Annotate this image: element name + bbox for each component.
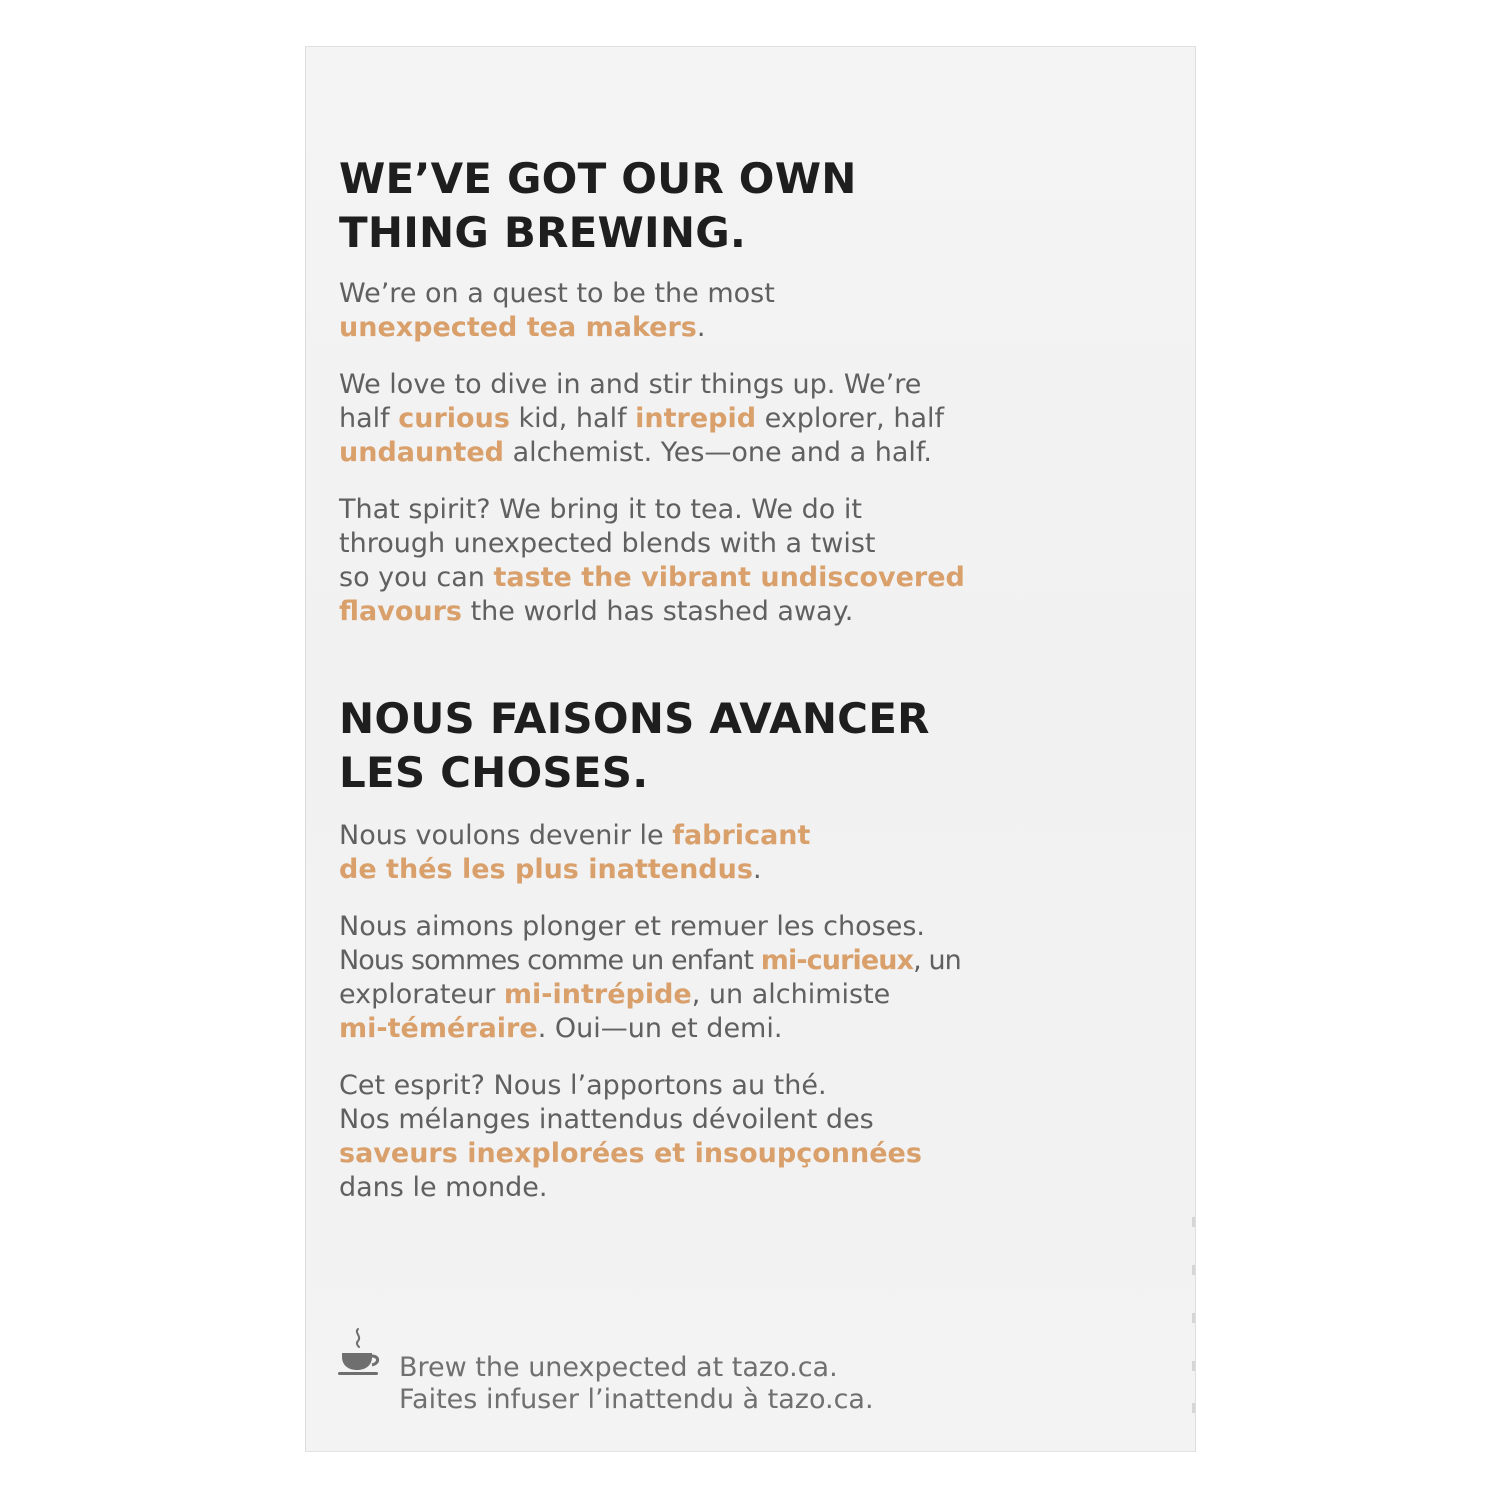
english-heading-line: WE’VE GOT OUR OWN [339, 154, 857, 203]
text-line: We’re on a quest to be the most [339, 278, 775, 309]
highlight-text: mi-curieux [760, 945, 914, 976]
text-line [339, 595, 965, 629]
french-heading-line: LES CHOSES. [339, 748, 649, 797]
french-paragraph-esprit [339, 1069, 922, 1205]
footer-text [399, 1352, 874, 1416]
highlight-text: unexpected tea makers [339, 312, 697, 343]
text-span: explorateur [339, 979, 504, 1010]
text-line [339, 853, 810, 887]
highlight-text: curious [398, 403, 510, 434]
text-span: so you can [339, 562, 494, 593]
text-span: alchemist. Yes—one and a half. [503, 437, 933, 468]
panel-edge-marks [1191, 1217, 1195, 1417]
french-paragraph-plonger [339, 910, 961, 1046]
footer-line-english: Brew the unexpected at tazo.ca. [399, 1352, 838, 1383]
text-line [339, 561, 965, 595]
highlight-text: mi-intrépide [503, 979, 692, 1010]
french-heading-line: NOUS FAISONS AVANCER [339, 694, 930, 743]
text-span: the world has stashed away. [462, 596, 854, 627]
text-line [339, 978, 961, 1012]
text-span: . [752, 854, 762, 885]
text-line [339, 311, 775, 345]
text-span: Nous voulons devenir le [339, 820, 673, 851]
text-line: through unexpected blends with a twist [339, 528, 876, 559]
text-span: , un alchimiste [691, 979, 891, 1010]
text-line [339, 1137, 922, 1171]
english-heading [339, 152, 857, 260]
english-heading-line: THING BREWING. [339, 208, 747, 257]
text-span: explorer, half [756, 403, 944, 434]
highlight-text: de thés les plus inattendus [339, 854, 753, 885]
footer-line-french: Faites infuser l’inattendu à tazo.ca. [399, 1384, 874, 1415]
text-line: That spirit? We bring it to tea. We do it [339, 494, 862, 525]
french-paragraph-devenir [339, 819, 810, 887]
package-back-panel [305, 46, 1196, 1452]
text-span: , un [913, 945, 961, 976]
text-line [339, 944, 961, 978]
coffee-cup-icon [336, 1327, 384, 1377]
text-line: We love to dive in and stir things up. We’re [339, 369, 922, 400]
highlight-text: undaunted [339, 437, 504, 468]
text-line: Nous aimons plonger et remuer les choses. [339, 911, 925, 942]
text-line [339, 436, 944, 470]
highlight-text: mi-téméraire [339, 1013, 538, 1044]
text-line [339, 1012, 961, 1046]
highlight-text: intrepid [635, 403, 757, 434]
text-span: kid, half [509, 403, 636, 434]
text-span: . [696, 312, 706, 343]
text-span: half [339, 403, 399, 434]
french-heading [339, 692, 930, 800]
text-line: Nos mélanges inattendus dévoilent des [339, 1104, 874, 1135]
text-line [339, 402, 944, 436]
highlight-text: flavours [339, 596, 462, 627]
text-line: Cet esprit? Nous l’apportons au thé. [339, 1070, 827, 1101]
highlight-text: saveurs inexplorées et insoupçonnées [339, 1138, 922, 1169]
text-line: dans le monde. [339, 1172, 548, 1203]
highlight-text: taste the vibrant undiscovered [493, 562, 965, 593]
highlight-text: fabricant [672, 820, 811, 851]
english-paragraph-dive [339, 368, 944, 470]
text-line [339, 819, 810, 853]
english-paragraph-quest [339, 277, 775, 345]
footer [336, 1327, 1156, 1417]
text-span: Nous sommes comme un enfant [339, 945, 761, 976]
english-paragraph-spirit [339, 493, 965, 629]
text-span: . Oui—un et demi. [537, 1013, 783, 1044]
